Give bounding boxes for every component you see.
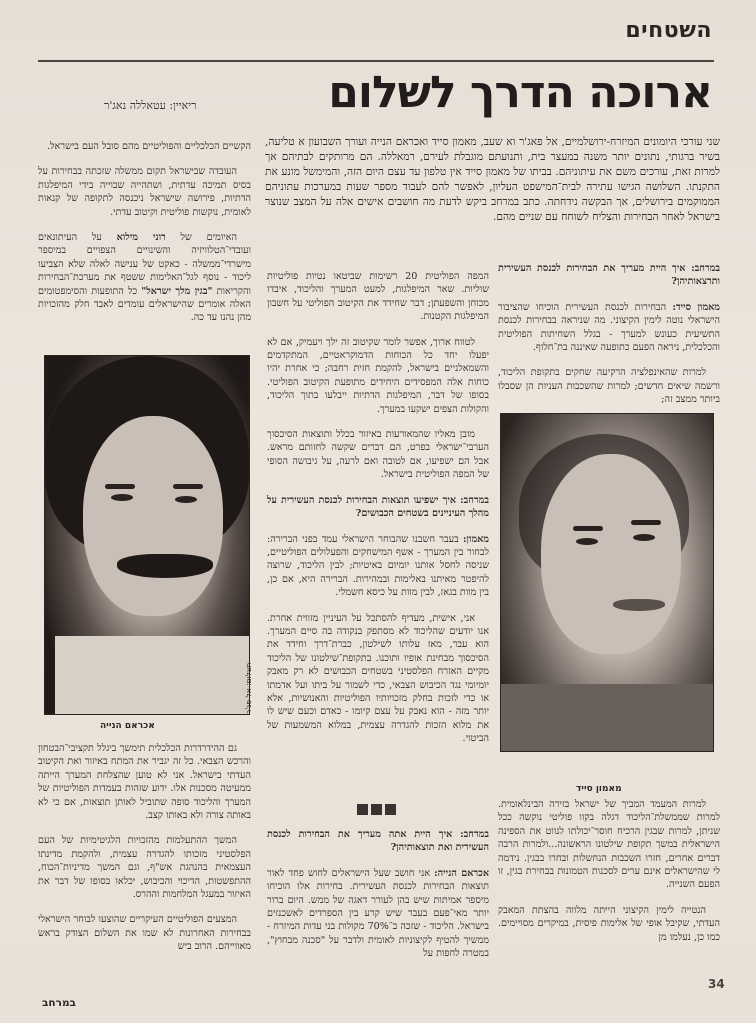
question-2 (267, 494, 489, 521)
paragraph: המצעים הפוליטיים העיקריים שהוצעו לבוחר הישראלי בבחירות האחרונות לא שמו את השלום הצודק בראש מאווייהם. הרוב ביש (38, 914, 251, 953)
slogan: "בגין מלך ישראל" (141, 285, 213, 297)
person-name: רוני מילוא (116, 232, 166, 244)
speaker-label: אכראם הנייה: (434, 867, 489, 879)
answer-3 (267, 867, 489, 961)
paragraph: הקשיים הכלכליים והפוליטיים מהם סובל העם בישראל. (46, 141, 251, 152)
question-1 (498, 262, 720, 289)
question-text: איך היית אתה מעריך את הבחירות לכנסת העשירית ואת תוצאותיהן? (267, 829, 489, 854)
speaker-label: מאמון סייד: (672, 301, 720, 313)
photo-akram-haniyeh (44, 355, 250, 715)
column-left-lower (38, 742, 251, 966)
question-label: במרחב: (691, 263, 720, 274)
page-number: 34 (708, 977, 725, 991)
photo-credit: תצלום: אל פג'ר (244, 662, 253, 714)
paragraph: העובדה שבישראל תקום ממשלה שזכתה בבחירות על בסיס תמיכה עדתית, ושתהייה שבוייה בידי המיפלגות הדתיות, פירושה שישראל ניכנסה לתקופה של קנאות לאומית, נוקשות פוליטית וקיטוב עדתי. (38, 166, 251, 218)
photo-caption-left: אכראם הנייה (100, 721, 155, 731)
column-right-lower (498, 798, 720, 956)
paragraph: אני, אישית, מעדיף להסתכל על העיניין מזווית אחרת. אנו יודעים שהליכוד לא מסתפק בנקודה בה סיים המערך. הוא עבר, מאז עלותו לשילטון, כברת־דרך וחידד את הסיכסוך מבחינת אופיו ותוכנו. בתקופת־שילטונו של הליכוד מקיים האזרח הפלסטיני בשטחים הכבושים לא רק מאבק יומיומי נגד הכיבוש הצבאי, כדי לשמור על ביתו ועל אדמתו או כדי לזכות בחלק מזכויותיו הפוליטיות והאנושיות, אלא יותר מזה - הוא נאבק על עצם קיומו - כאדם וכעם שיש לו את מלוא הזכות להגדרה עצמית, במלוא המשמעות של הביטוי. (267, 612, 489, 745)
paragraph: המפה הפוליטית 20 רשימות שביטאו נטיות פוליטיות שוליות. שאר המיפלגות, למעט המערך והליכוד, איבדו מכוחן והשפעתן; דבר שחידד את הקיטוב הפוליטי על חשבון המיפלגות הקטנות. (267, 271, 489, 323)
answer-text: הבחירות לכנסת העשירית הוכיחו שהציבור הישראלי נוטה לימין הקיצוני. מה שניראה בבחירות לכנסת התשיעית כעונש למערך - בגלל השחיתות הפוליטית והכלכלית, ניראה הפעם כתופעה שאיננה בת־חלוף. (498, 301, 720, 354)
section-divider (357, 804, 396, 815)
question-text: איך ישפיעו תוצאות הבחירות לכנסת העשירית על מהלך העיניינים בשטחים הכבושים? (267, 494, 489, 520)
column-right (498, 262, 720, 419)
speaker-label: מאמון: (463, 533, 489, 545)
divider-square (385, 804, 396, 815)
answer-1 (498, 301, 720, 355)
question-3 (267, 828, 489, 855)
column-middle-lower (267, 828, 489, 973)
photo-mamoun-sayed (500, 413, 714, 752)
footer-magazine-name: במרחב (42, 997, 76, 1009)
text-run: על העיתונאים ועובדי־הטלוויזיה והשינויים הצפויים במיספר מישרדי־ממשלה - כאקט של ענישה לאלה שלא הצביעו ליכוד - נוסף לגל־האלימות ששטף את מערכת־הבחירות והקריאות (38, 232, 252, 297)
paragraph: המשך ההתעלמות מהזכויות הלגיטימיות של העם הפלסטיני מזכותו להגדרה עצמית, ולהקמת מדינתו העצמאית בהנהגת אש"ף, וגם המשך מדיניות־הכוח, ההתפשטות, הדיכוי והכיבוש, יכלאו בסופו של דבר את האיזור במעגל המלחמות וההרס. (38, 835, 251, 901)
paragraph (38, 231, 251, 325)
paragraph: מובן מאליו שהמאורעות באיזור בכלל ותוצאות הסיכסוך הערבי־ישראלי בפרט, הם דברים שקשה לחזותם מראש. אבל הם ישפיעו, אם לטובה ואם לרעה, על גיבושה הסופי של המפה הפוליטית בישראל. (267, 429, 489, 481)
photo-caption-right: מאמון סייד (576, 784, 622, 794)
column-left (38, 140, 251, 337)
section-heading: השטחים (625, 18, 712, 43)
paragraph: למרות המעמד המביך של ישראל בזירה הבינלאומית. למרות שממשלת־הליכוד דגלה בקוו פוליטי נוקשה ככל שניתן, למרות שבגין הרכיח חוסר־יכולתו לנווט את הספינה הישראלית במשך תקופת שילטונו הראשונה...ולמרות הרבה דברים אחרים, חזרו השכבות הנחשלות ובחרו בבגין. נידמה לי שהישראלים אינם ערים לסכנות הטמונות בבחירת בגין, זו הפעם השנייה. (498, 799, 720, 891)
text-run: האיומים של (165, 232, 237, 244)
column-middle (267, 270, 489, 758)
header-rule (38, 60, 714, 62)
divider-square (371, 804, 382, 815)
question-label: במרחב: (460, 829, 489, 840)
paragraph: למרות שהאינפלציה הרקיעה שחקים בתקופת הליכוד, ורשמה שיאים חדשים; למרות שהשכבות העניות הן שסבלו ביותר ממצב זה; (498, 367, 720, 406)
byline: ריאיין: עטאללה נאג'ר (104, 99, 197, 112)
answer-text: בעבר חשבנו שהבוחר הישראלי עמד בפני הברירה: לבחור בין המערך - אשף המישחקים והפעלולים הפוליטיים, שניסה לחסל אותנו יומיום באיטיות; לבין הליכוד, שרוצה להיפטר מאיתנו באלימות ובמהירות. הברירה היא, אם כן, בין מוות בגאז, לבין מוות על כיסא חשמלי. (267, 533, 489, 599)
question-text: איך היית מעריך את הבחירות לכנסת העשירית ותרצאותיהן? (498, 263, 720, 288)
paragraph: הנטייה לימין הקיצוני הייתה מלווה בהצתת המאבק העדתי, שקיבל אופי של אלימות פיסית, במיקרים מסויימים. כמו כן, נעלמו מן (498, 904, 720, 943)
text-run: כל התופעות והסימפטומים האלה אומרים שהישראלים עומדים לאבד חלק מהזכויות מהן נהנו עד כה. (38, 285, 251, 324)
question-label: במרחב: (460, 494, 489, 506)
article-intro: שני עורכי היומונים המיזרח-ירושלמיים, אל פאג'ר וא שעב, מאמון סייד ואכראם הנייה ועורך השבועון א טליעה, בשיר ברגותי, נתונים יותר משנה במעצר בית, ותנועתם מוגבלת לעירם, רמאללה. הם מרותקים לבתיהם אך למרות זאת, עורכים משם את עיתוניהם. בביתו של מאמון סייד אין טלפון עד עצם היום הזה, והמימשל מונע את התקנתו. השלושה הגישו עתירה לבית־המישפט העליון, לאפשר להם לעבוד מספר שעות במערכות עתוניהם הממוקמים בירושלים, אך הבקשה נידחתה. כתב במרחב ביקש לדעת מה חושבים אישים אלה על המצב שנוצר בישראל לאחר הבחירות והצליח לשוחח עם שניים מהם. (265, 136, 720, 223)
paragraph: גם ההידרדרות הכלכלית תימשך ביגלל תקציבי־הבטחון והרכש הצבאי. כל זה יגביר את המתח באיזור ואת הקיטוב העדתי בישראל. אני לא טוען שהצלחת המערך הייתה ממעיטה מסכנות אלו. ידוע שזהות בעמדות הפוליטיות של המערך והליכוד סופה שתוביל לאותן תוצאות, אם כי לא באותה צורה ולא באותו קצב. (38, 743, 251, 822)
answer-2 (267, 533, 489, 600)
article-headline: ארוכה הדרך לשלום (328, 67, 712, 118)
answer-text: אני חושב שעל הישראלים לחוש פחד לאור תוצאות הבחירות לכנסת העשירית. בחירות אלו הוכיחו מיספר אמיתות שיש בהן לעורר דאגה של ממש. היום ברור יותר מאי־פעם בעבר שיש קרע בין הספרדים לאשכנזים בישראל. הליכוד - שזכה ב־70% מקולות בני עדות המיזרח - ממשיך להטיף לקיצוניות לאומית ולדבר על "סכנה מבחוץ", במטרה לחפות על (267, 867, 489, 960)
divider-square (357, 804, 368, 815)
paragraph: לטווח ארוך, אפשר לומר שקיטוב זה ילך ויעמיק, אם לא יפעלו יחד כל הכוחות הדמוקראטיים, המתקדמים והשמאלניים בישראל, להקמת חזית רחבה; כי אחרת יהיו כוחות אלה המפסידים היחידים מתופעת הקיטוב הפוליטי. בסופו של דבר, המיפלגות הדתיות ייבלעו בתוך הליכוד, והקולות הצפים ישקעו במערך. (267, 336, 489, 415)
